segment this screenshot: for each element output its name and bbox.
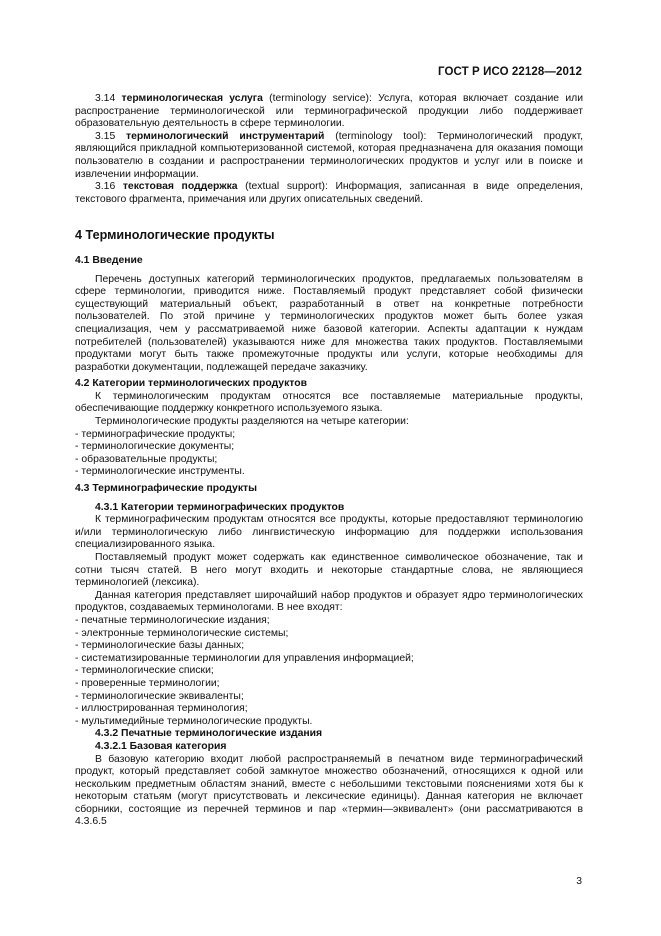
definition-text: (terminology tool): Терминологический продукт, являющийся прикладной компьютеризованной системой, которая предназначена для оказания помощи пользователю в создании и распространении терминологических продуктов и услуг или в поиске и извлечении информации. xyxy=(75,130,583,180)
document-id-header: ГОСТ Р ИСО 22128—2012 xyxy=(437,66,582,78)
definition-text: (terminology service): Услуга, которая включает создание или распространение терминологической или терминографической продукции либо поддерживает образовательную деятельность в сфере терминологии. xyxy=(75,93,584,130)
list-item: - мультимедийные терминологические продукты. xyxy=(75,715,313,727)
list-item: - терминологические базы данных; xyxy=(75,640,245,652)
definition-number: 3.16 xyxy=(95,181,116,193)
section-4-3-2-1-text: В базовую категорию входит любой распространяемый в печатном виде терминографический продукт, который представляет собой замкнутое множество обозначений, относящихся к одной или нескольким предметным областям знаний, вместе с небольшими текстовыми пояснениями хотя бы к некоторым статьям (могут присутствовать и лексические единицы). Данная категория не включает сборники, состоящие из перечней терминов и пар «термин—эквивалент» (они рассматриваются в 4.3.6.5 xyxy=(75,753,583,828)
section-4-3-1-paragraph-1: К терминографическим продуктам относятся все продукты, которые предоставляют терминологию и/или терминологическую либо лингвистическую информацию для поддержки использования специализированного языка. xyxy=(75,514,583,551)
definition-number: 3.15 xyxy=(95,130,116,142)
section-4-heading: 4 Терминологические продукты xyxy=(75,228,275,243)
section-4-2-heading: 4.2 Категории терминологических продуктов xyxy=(75,378,307,390)
definition-3-14 xyxy=(75,93,583,131)
section-4-3-1-paragraph-2: Поставляемый продукт может содержать как единственное символическое обозначение, так и сотни тысяч статей. В него могут входить и некоторые стандартные слова, не являющиеся терминологией (лексика). xyxy=(75,552,583,589)
section-4-3-1-heading: 4.3.1 Категории терминографических продуктов xyxy=(95,501,345,513)
section-4-3-1-paragraph-3: Данная категория представляет широчайший набор продуктов и образует ядро терминологических продуктов, создаваемых терминологами. В нее входят: xyxy=(75,589,583,614)
section-4-3-heading: 4.3 Терминографические продукты xyxy=(75,483,257,495)
definition-term: терминологический инструментарий xyxy=(126,130,325,142)
list-item: - печатные терминологические издания; xyxy=(75,614,270,626)
list-item: - терминографические продукты; xyxy=(75,428,236,440)
section-4-3-2-1-heading: 4.3.2.1 Базовая категория xyxy=(95,740,227,752)
list-item: - систематизированные терминологии для управления информацией; xyxy=(75,652,414,664)
section-4-1-heading: 4.1 Введение xyxy=(75,254,143,266)
definition-term: текстовая поддержка xyxy=(122,181,238,193)
list-item: - образовательные продукты; xyxy=(75,453,218,465)
list-item: - проверенные терминологии; xyxy=(75,677,220,689)
section-4-2-paragraph-2: Терминологические продукты разделяются на четыре категории: xyxy=(95,416,409,428)
section-4-2-paragraph-1: К терминологическим продуктам относятся все поставляемые материальные продукты, обеспечивающие поддержку конкретного используемого языка. xyxy=(75,390,583,415)
page-number: 3 xyxy=(576,876,582,887)
definition-number: 3.14 xyxy=(95,93,116,104)
section-4-3-2-heading: 4.3.2 Печатные терминологические издания xyxy=(95,728,323,740)
page-content xyxy=(75,93,583,829)
definition-3-15 xyxy=(75,131,583,181)
category-list xyxy=(75,429,583,479)
definition-3-16 xyxy=(75,181,583,206)
section-4-1-text: Перечень доступных категорий терминологических продуктов, предлагаемых пользователям в сфере терминологии, приводится ниже. Поставляемый продукт представляет собой физически существующий материальный объект, разработанный в ответ на конкретные потребности пользователей. По этой причине у терминологических продуктов может быть более узкая специализация, чем у рассматриваемой ниже базовой категории. Аспекты адаптации к нуждам потребителей (пользователей) указываются ниже для множества таких продуктов. Поставляемыми продуктами могут быть также промежуточные продукты или услуги, которые необходимы для разработки документации, подлежащей передаче заказчику. xyxy=(75,273,583,373)
definition-text: (textual support): Информация, записанная в виде определения, текстового фрагмента, примечания или других описательных сведений. xyxy=(75,181,584,205)
definition-term: терминологическая услуга xyxy=(121,93,263,104)
list-item: - терминологические списки; xyxy=(75,665,214,677)
terminographic-products-list xyxy=(75,615,583,728)
list-item: - терминологические эквиваленты; xyxy=(75,690,244,702)
list-item: - электронные терминологические системы; xyxy=(75,627,289,639)
list-item: - терминологические документы; xyxy=(75,441,235,453)
list-item: - терминологические инструменты. xyxy=(75,466,245,478)
list-item: - иллюстрированная терминология; xyxy=(75,703,248,715)
